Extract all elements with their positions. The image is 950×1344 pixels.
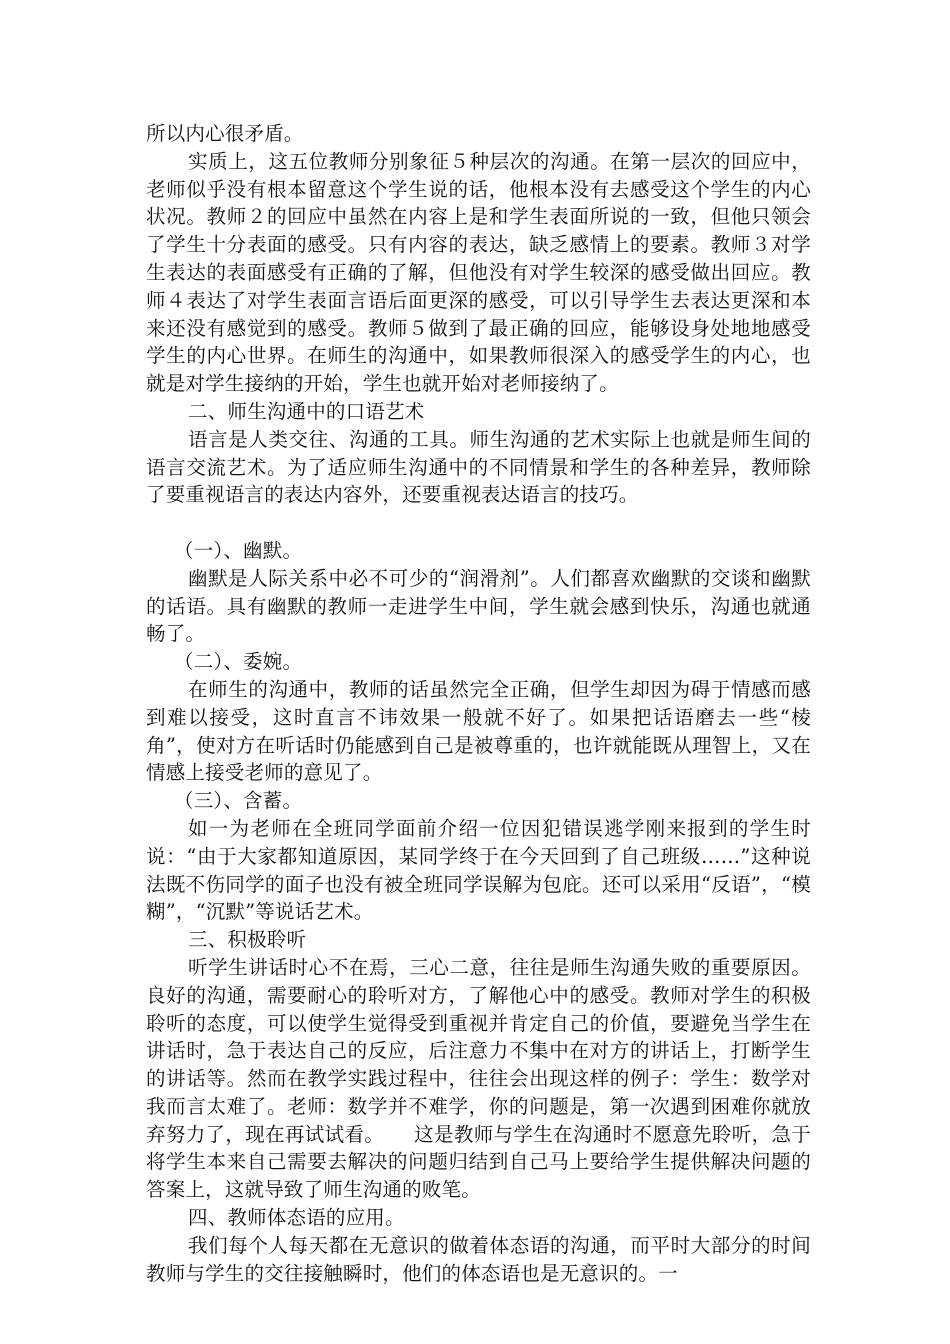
paragraph-body-language: 我们每个人每天都在无意识的做着体态语的沟通，而平时大部分的时间教师与学生的交往接触瞬时，他们的体态语也是无意识的。一 [146, 1233, 811, 1285]
section-heading-active-listening: 三、积极聆听 [188, 928, 307, 952]
blank-line [146, 509, 811, 537]
paragraph-continuation: 所以内心很矛盾。 [146, 122, 304, 145]
subheading-tactful: （二）、委婉。 [174, 650, 303, 674]
section-heading-oral-art: 二、师生沟通中的口语艺术 [188, 399, 425, 423]
subheading-implicit: （三）、含蓄。 [174, 789, 303, 813]
paragraph-tactful: 在师生的沟通中，教师的话虽然完全正确，但学生却因为碍于情感而感到难以接受，这时直言不讳效果一般就不好了。如果把话语磨去一些“棱角”，使对方在听话时仍能感到自己是被尊重的，也许就能既从理智上，又在情感上接受老师的意见了。 [146, 677, 811, 785]
subheading-humor: （一）、幽默。 [174, 538, 303, 562]
document-body [146, 120, 811, 1287]
paragraph-language-tool: 语言是人类交往、沟通的工具。师生沟通的艺术实际上也就是师生间的语言交流艺术。为了适应师生沟通中的不同情景和学生的各种差异，教师除了要重视语言的表达内容外，还要重视表达语言的技巧。 [146, 427, 811, 507]
paragraph-active-listening: 听学生讲话时心不在焉，三心二意，往往是师生沟通失败的重要原因。良好的沟通，需要耐心的聆听对方，了解他心中的感受。教师对学生的积极聆听的态度，可以使学生觉得受到重视并肯定自己的价值，要避免当学生在讲话时，急于表达自己的反应，后注意力不集中在对方的讲话上，打断学生的讲话等。然而在教学实践过程中，往往会出现这样的例子：学生：数学对我而言太难了。老师：数学并不难学，你的问题是，第一次遇到困难你就放弃努力了，现在再试试看。 这是教师与学生在沟通时不愿意先聆听，急于将学生本来自己需要去解决的问题归结到自己马上要给学生提供解决问题的答案上，这就导致了师生沟通的败笔。 [146, 955, 811, 1202]
paragraph-five-levels: 实质上，这五位教师分别象征５种层次的沟通。在第一层次的回应中，老师似乎没有根本留意这个学生说的话，他根本没有去感受这个学生的内心状况。教师２的回应中虽然在内容上是和学生表面所说的一致，但他只领会了学生十分表面的感受。只有内容的表达，缺乏感情上的要素。教师３对学生表达的表面感受有正确的了解，但他没有对学生较深的感受做出回应。教师４表达了对学生表面言语后面更深的感受，可以引导学生去表达更深和本来还没有感觉到的感受。教师５做到了最正确的回应，能够设身处地地感受学生的内心世界。在师生的沟通中，如果教师很深入的感受学生的内心，也就是对学生接纳的开始，学生也就开始对老师接纳了。 [146, 149, 811, 396]
paragraph-implicit: 如一为老师在全班同学面前介绍一位因犯错误逃学刚来报到的学生时说：“由于大家都知道原因，某同学终于在今天回到了自己班级……”这种说法既不伤同学的面子也没有被全班同学误解为包庇。还可以采用“反语”，“模糊”，“沉默”等说话艺术。 [146, 816, 811, 924]
section-heading-body-language: 四、教师体态语的应用。 [188, 1206, 405, 1230]
paragraph-humor: 幽默是人际关系中必不可少的“润滑剂”。人们都喜欢幽默的交谈和幽默的话语。具有幽默的教师一走进学生中间，学生就会感到快乐，沟通也就通畅了。 [146, 566, 811, 646]
